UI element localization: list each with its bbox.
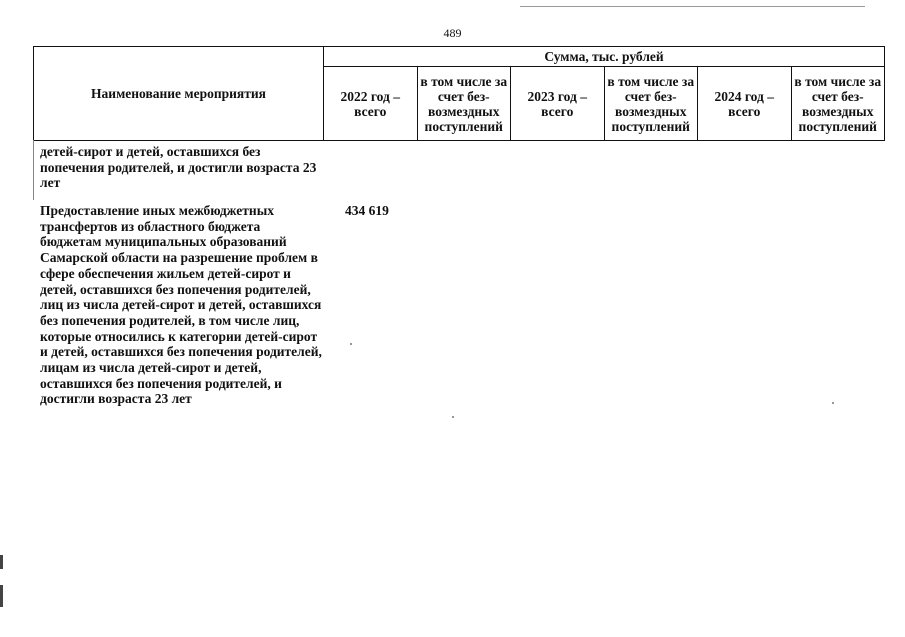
page-number: 489 [443,26,462,40]
top-rule [520,6,865,7]
header-name-column: Наименование мероприятия [34,47,324,141]
header-2023-total: 2023 год – всего [511,67,605,141]
header-2022-total: 2022 год – всего [324,67,418,141]
scan-speck [350,343,352,345]
header-2024-total: 2024 год – всего [698,67,792,141]
header-sum-label: Сумма, тыс. рублей [324,47,885,67]
header-2023-gratuitous: в том числе за счет без-возмездных поступлений [604,67,698,141]
scan-edge-mark [0,585,3,607]
item-value-2022: 434 619 [345,203,389,218]
scan-speck [452,416,454,418]
header-2024-gratuitous: в том числе за счет без-возмездных поступлений [791,67,885,141]
body-left-rule [33,140,34,200]
item-name: Предоставление иных межбюджетных трансфертов из областного бюджета бюджетам муниципальных образований Самарской области на разрешение проблем в сфере обеспечения жильем детей-сирот и детей, оставшихся без попечения родителей, лиц из числа детей-сирот и детей, оставшихся без попечения родителей, в том числе лиц, которые относились к категории детей-сирот и детей, оставшихся без попечения родителей, лицам из числа детей-сирот и детей, оставшихся без попечения родителей, и достигли возраста 23 лет [40,203,322,407]
table-header [33,46,885,141]
scan-edge-mark [0,555,3,569]
continuation-text: детей-сирот и детей, оставшихся без попечения родителей, и достигли возраста 23 лет [40,144,317,191]
header-2022-gratuitous: в том числе за счет без-возмездных поступлений [417,67,511,141]
scan-speck [832,402,834,404]
